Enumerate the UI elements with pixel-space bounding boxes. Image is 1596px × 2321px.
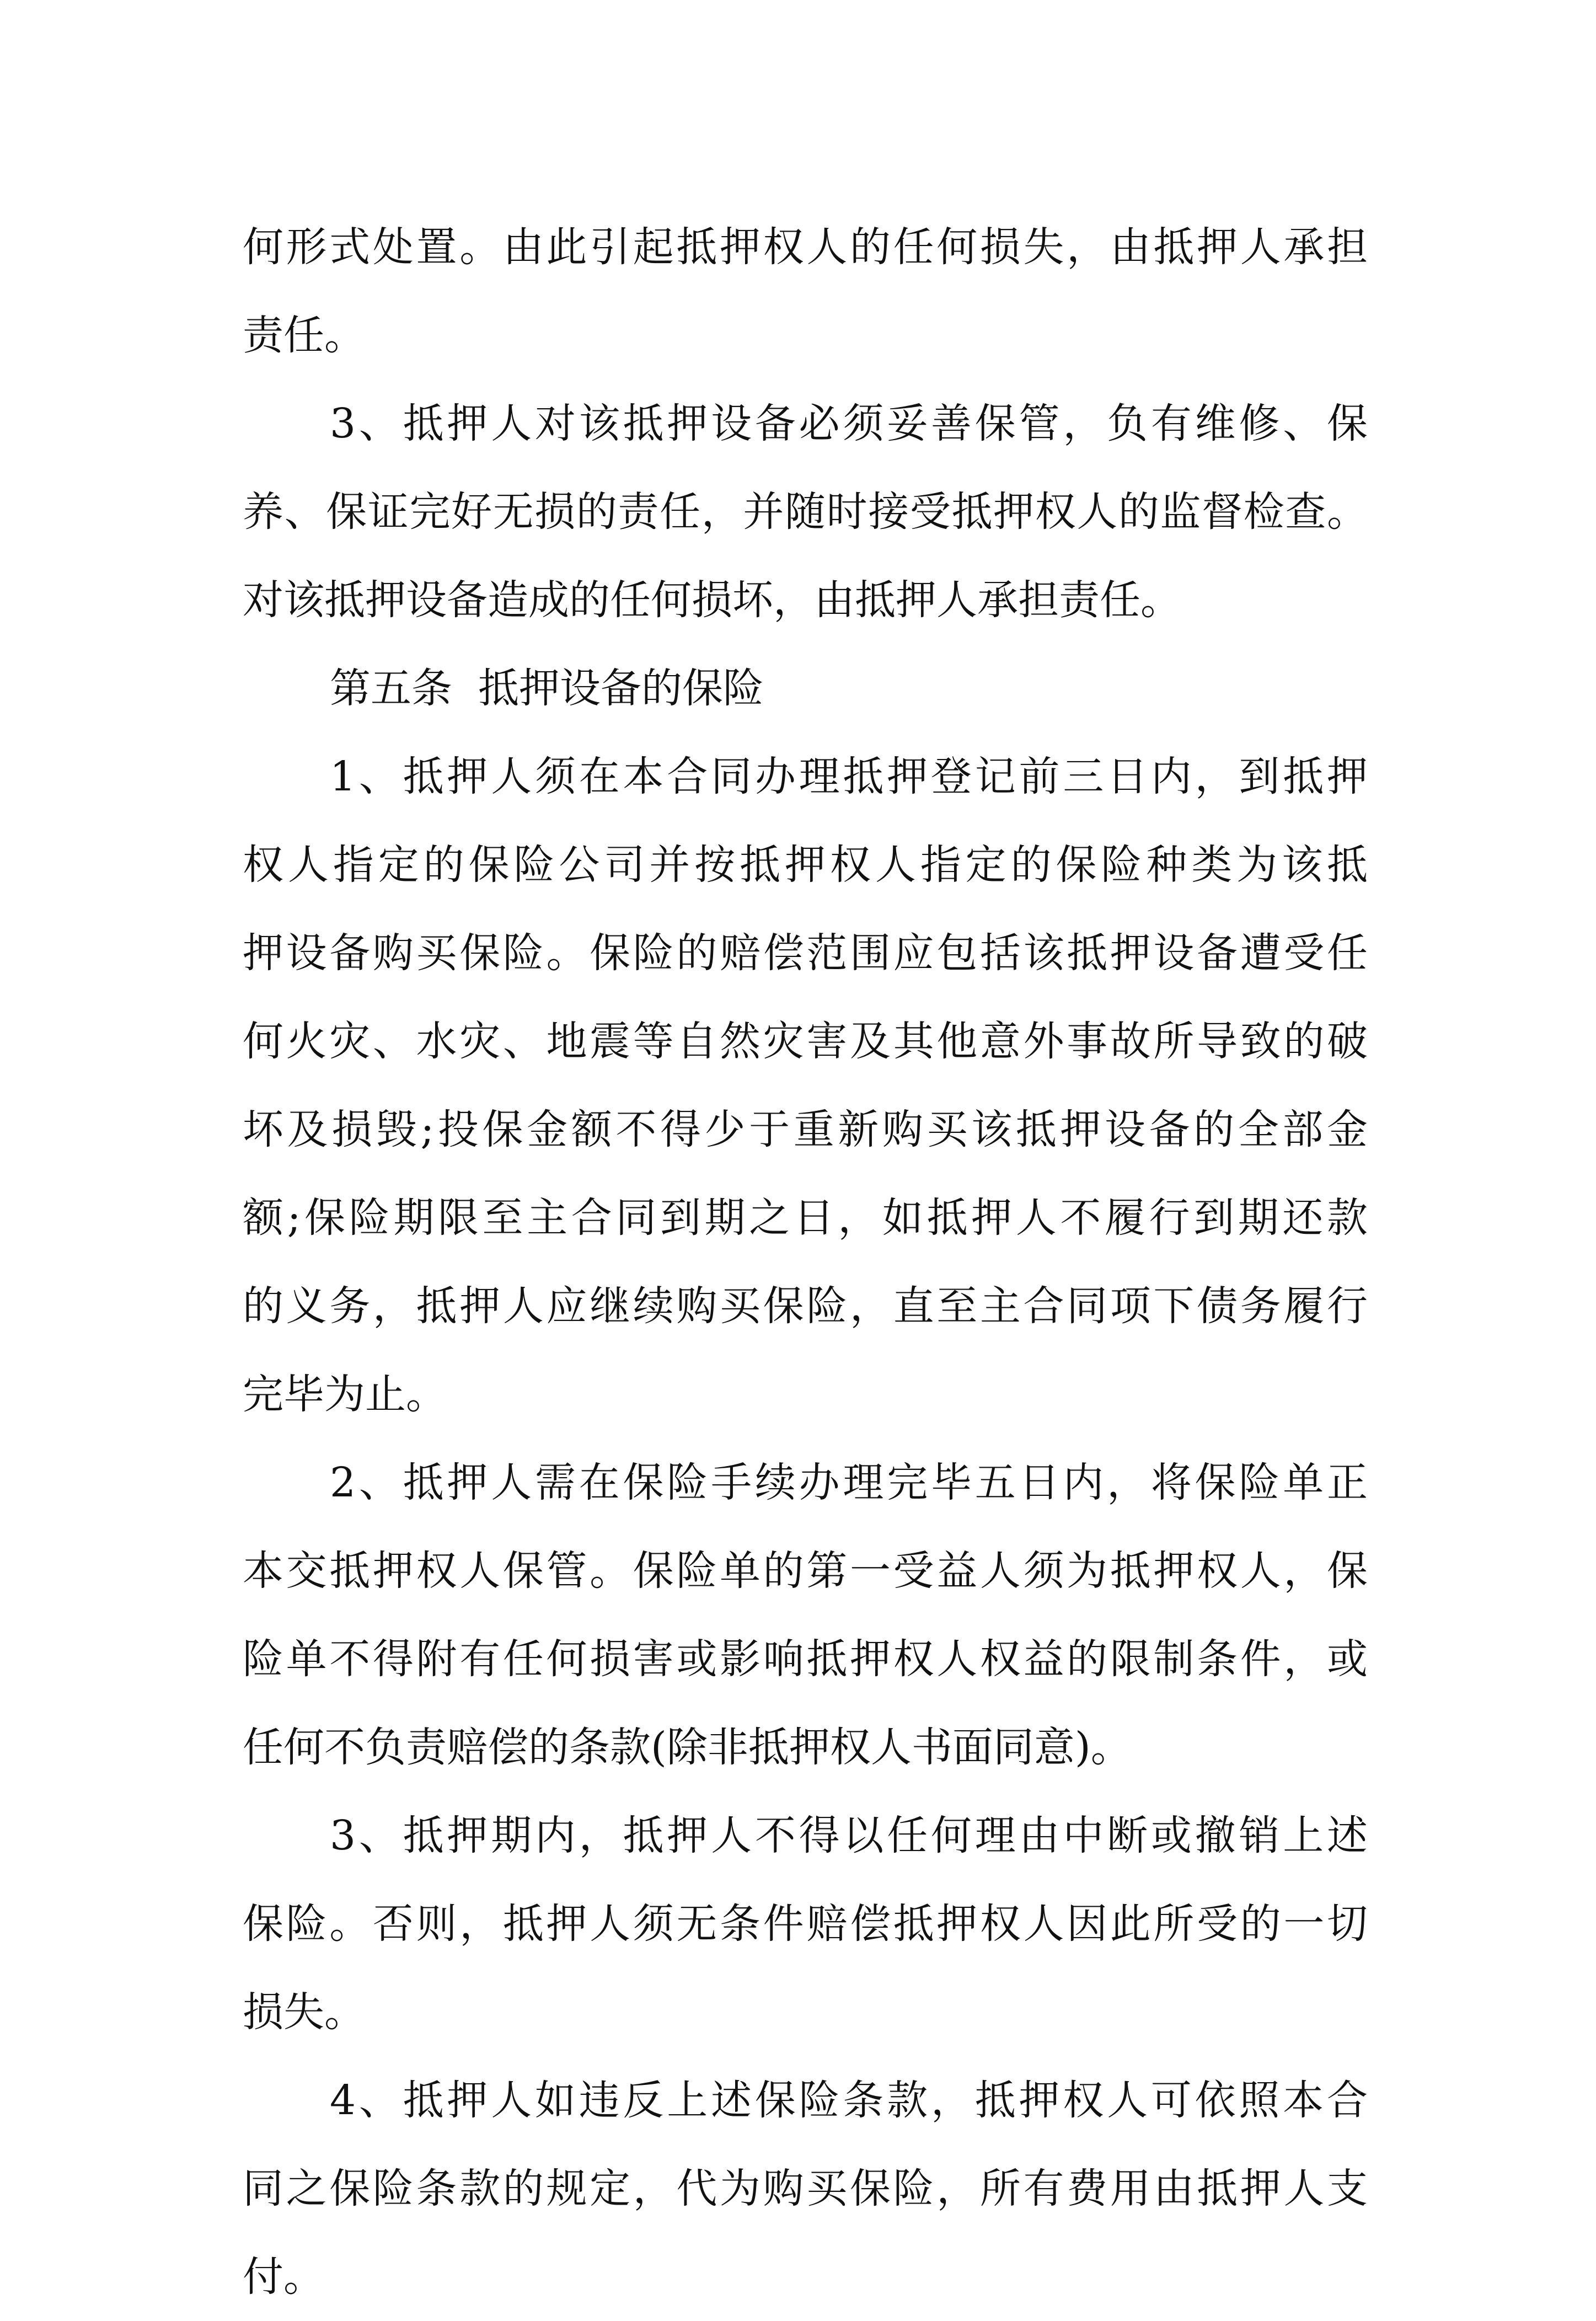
text-line: 保险。否则，抵押人须无条件赔偿抵押权人因此所受的一切	[243, 1900, 1368, 1948]
text-line: 养、保证完好无损的责任，并随时接受抵押权人的监督检查。	[243, 488, 1368, 536]
text-line: 对该抵押设备造成的任何损坏，由抵押人承担责任。	[243, 576, 1181, 624]
text-line: 同之保险条款的规定，代为购买保险，所有费用由抵押人支	[243, 2165, 1368, 2212]
section-heading: 第五条 抵押设备的保险	[330, 665, 764, 712]
text-line: 额;保险期限至主合同到期之日，如抵押人不履行到期还款	[243, 1194, 1368, 1242]
text-line: 押设备购买保险。保险的赔偿范围应包括该抵押设备遭受任	[243, 929, 1368, 977]
text-line: 险单不得附有任何损害或影响抵押权人权益的限制条件，或	[243, 1635, 1368, 1683]
paragraph-start-line: 4、抵押人如违反上述保险条款，抵押权人可依照本合	[330, 2077, 1368, 2124]
text-line: 何火灾、水灾、地震等自然灾害及其他意外事故所导致的破	[243, 1018, 1368, 1065]
paragraph-start-line: 1、抵押人须在本合同办理抵押登记前三日内，到抵押	[330, 753, 1368, 800]
text-line: 完毕为止。	[243, 1371, 447, 1418]
paragraph-start-line: 3、抵押期内，抵押人不得以任何理由中断或撤销上述	[330, 1812, 1368, 1859]
text-line: 本交抵押权人保管。保险单的第一受益人须为抵押权人，保	[243, 1547, 1368, 1595]
document-body	[243, 203, 1368, 2321]
text-line: 坏及损毁;投保金额不得少于重新购买该抵押设备的全部金	[243, 1106, 1368, 1153]
text-line: 付。	[243, 2253, 324, 2301]
text-line: 的义务，抵押人应继续购买保险，直至主合同项下债务履行	[243, 1282, 1368, 1330]
text-line: 责任。	[243, 312, 365, 359]
text-line: 权人指定的保险公司并按抵押权人指定的保险种类为该抵	[243, 841, 1368, 889]
text-line: 任何不负责赔偿的条款(除非抵押权人书面同意)。	[243, 1724, 1132, 1771]
text-line: 损失。	[243, 1988, 365, 2036]
paragraph-start-line: 2、抵押人需在保险手续办理完毕五日内，将保险单正	[330, 1459, 1368, 1506]
paragraph-start-line: 3、抵押人对该抵押设备必须妥善保管，负有维修、保	[330, 400, 1368, 447]
text-line: 何形式处置。由此引起抵押权人的任何损失，由抵押人承担	[243, 223, 1368, 271]
